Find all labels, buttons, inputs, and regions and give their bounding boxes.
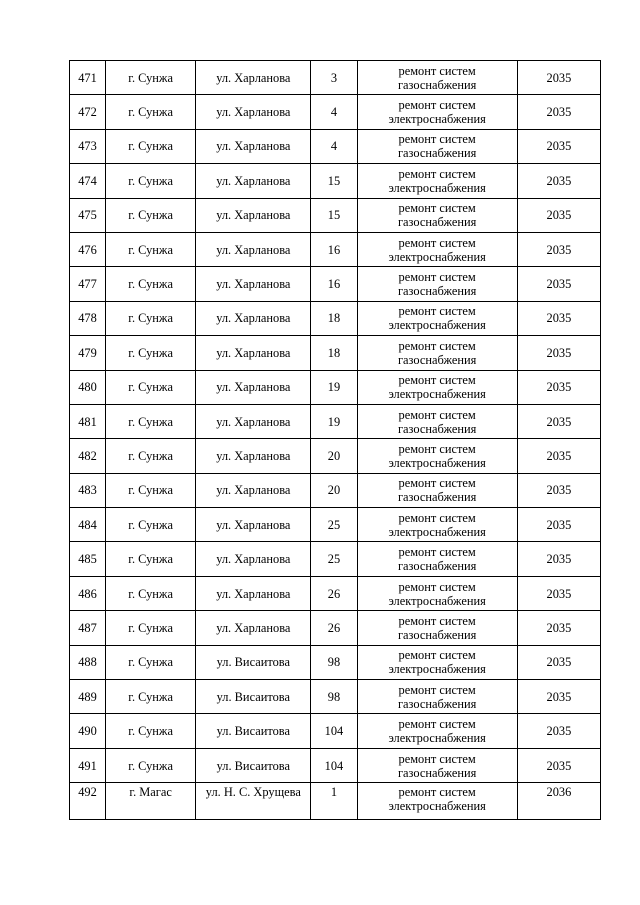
work-type-cell xyxy=(357,95,517,129)
year-cell: 2035 xyxy=(517,267,600,301)
city-cell: г. Сунжа xyxy=(106,645,196,679)
city-cell: г. Сунжа xyxy=(106,611,196,645)
work-type-cell xyxy=(357,439,517,473)
row-number: 482 xyxy=(70,439,106,473)
table-row xyxy=(70,748,601,782)
year-cell: 2035 xyxy=(517,748,600,782)
work-type-cell xyxy=(357,267,517,301)
street-cell: ул. Харланова xyxy=(196,164,311,198)
city-cell: г. Сунжа xyxy=(106,714,196,748)
work-type-line-2: электроснабжения xyxy=(388,593,486,608)
city-cell: г. Сунжа xyxy=(106,61,196,95)
row-number: 487 xyxy=(70,611,106,645)
work-type-cell xyxy=(357,404,517,438)
work-type-line-2: электроснабжения xyxy=(388,249,486,264)
work-type-cell xyxy=(357,611,517,645)
row-number: 473 xyxy=(70,129,106,163)
table-row xyxy=(70,576,601,610)
work-type-line-1: ремонт систем xyxy=(398,510,476,525)
work-type-line-1: ремонт систем xyxy=(398,682,476,697)
row-number: 483 xyxy=(70,473,106,507)
work-type-cell xyxy=(357,748,517,782)
row-number: 480 xyxy=(70,370,106,404)
table-row xyxy=(70,680,601,714)
work-type-line-1: ремонт систем xyxy=(398,785,476,800)
street-cell: ул. Висаитова xyxy=(196,680,311,714)
house-number-cell: 4 xyxy=(311,129,357,163)
table-row xyxy=(70,542,601,576)
work-type-line-1: ремонт систем xyxy=(398,579,476,594)
work-type-cell xyxy=(357,336,517,370)
city-cell: г. Сунжа xyxy=(106,198,196,232)
house-number-cell: 15 xyxy=(311,164,357,198)
city-cell: г. Сунжа xyxy=(106,370,196,404)
row-number: 475 xyxy=(70,198,106,232)
work-type-line-2: электроснабжения xyxy=(388,318,486,333)
row-number: 485 xyxy=(70,542,106,576)
row-number: 486 xyxy=(70,576,106,610)
house-number-cell: 26 xyxy=(311,611,357,645)
work-type-line-1: ремонт систем xyxy=(398,304,476,319)
row-number: 489 xyxy=(70,680,106,714)
house-number-cell: 98 xyxy=(311,645,357,679)
year-cell: 2035 xyxy=(517,370,600,404)
work-type-line-2: газоснабжения xyxy=(397,146,477,161)
work-type-cell xyxy=(357,680,517,714)
work-type-cell xyxy=(357,473,517,507)
work-type-line-1: ремонт систем xyxy=(398,751,476,766)
work-type-cell xyxy=(357,232,517,266)
table-row xyxy=(70,508,601,542)
work-type-cell xyxy=(357,542,517,576)
city-cell: г. Сунжа xyxy=(106,542,196,576)
year-cell: 2035 xyxy=(517,129,600,163)
row-number: 478 xyxy=(70,301,106,335)
work-type-line-1: ремонт систем xyxy=(398,63,476,78)
work-type-line-2: газоснабжения xyxy=(397,352,477,367)
house-number-cell: 25 xyxy=(311,542,357,576)
table-row xyxy=(70,370,601,404)
table-row xyxy=(70,645,601,679)
street-cell: ул. Харланова xyxy=(196,404,311,438)
work-type-cell xyxy=(357,301,517,335)
street-cell: ул. Харланова xyxy=(196,301,311,335)
work-type-cell xyxy=(357,783,517,819)
work-type-line-2: электроснабжения xyxy=(388,524,486,539)
street-cell: ул. Харланова xyxy=(196,129,311,163)
table-row xyxy=(70,232,601,266)
row-number: 477 xyxy=(70,267,106,301)
street-cell: ул. Харланова xyxy=(196,542,311,576)
year-cell: 2035 xyxy=(517,473,600,507)
year-cell: 2035 xyxy=(517,95,600,129)
table-row xyxy=(70,439,601,473)
row-number: 488 xyxy=(70,645,106,679)
house-number-cell: 20 xyxy=(311,439,357,473)
work-type-line-1: ремонт систем xyxy=(398,166,476,181)
work-type-line-1: ремонт систем xyxy=(398,407,476,422)
work-type-line-2: газоснабжения xyxy=(397,421,477,436)
work-type-cell xyxy=(357,576,517,610)
row-number: 471 xyxy=(70,61,106,95)
work-type-line-2: газоснабжения xyxy=(397,490,477,505)
work-type-cell xyxy=(357,164,517,198)
city-cell: г. Сунжа xyxy=(106,748,196,782)
city-cell: г. Сунжа xyxy=(106,508,196,542)
work-type-cell xyxy=(357,198,517,232)
work-type-line-1: ремонт систем xyxy=(398,201,476,216)
table-row xyxy=(70,336,601,370)
street-cell: ул. Харланова xyxy=(196,576,311,610)
table-row xyxy=(70,714,601,748)
work-type-line-2: электроснабжения xyxy=(388,799,486,814)
street-cell: ул. Н. С. Хрущева xyxy=(196,783,311,819)
street-cell: ул. Харланова xyxy=(196,473,311,507)
city-cell: г. Сунжа xyxy=(106,267,196,301)
work-type-line-2: электроснабжения xyxy=(388,731,486,746)
city-cell: г. Сунжа xyxy=(106,439,196,473)
year-cell: 2035 xyxy=(517,611,600,645)
work-type-line-1: ремонт систем xyxy=(398,132,476,147)
year-cell: 2035 xyxy=(517,508,600,542)
year-cell: 2035 xyxy=(517,645,600,679)
year-cell: 2035 xyxy=(517,714,600,748)
row-number: 481 xyxy=(70,404,106,438)
work-type-line-1: ремонт систем xyxy=(398,373,476,388)
year-cell: 2036 xyxy=(517,783,600,819)
work-type-line-2: газоснабжения xyxy=(397,696,477,711)
house-number-cell: 18 xyxy=(311,336,357,370)
house-number-cell: 19 xyxy=(311,404,357,438)
house-number-cell: 18 xyxy=(311,301,357,335)
city-cell: г. Сунжа xyxy=(106,301,196,335)
house-number-cell: 26 xyxy=(311,576,357,610)
row-number: 491 xyxy=(70,748,106,782)
city-cell: г. Сунжа xyxy=(106,680,196,714)
table-row xyxy=(70,61,601,95)
table-row xyxy=(70,198,601,232)
work-type-line-2: газоснабжения xyxy=(397,77,477,92)
table-row xyxy=(70,783,601,819)
house-number-cell: 20 xyxy=(311,473,357,507)
work-type-line-2: газоснабжения xyxy=(397,765,477,780)
house-number-cell: 4 xyxy=(311,95,357,129)
year-cell: 2035 xyxy=(517,680,600,714)
street-cell: ул. Харланова xyxy=(196,611,311,645)
work-type-line-2: газоснабжения xyxy=(397,215,477,230)
work-type-line-2: электроснабжения xyxy=(388,112,486,127)
street-cell: ул. Харланова xyxy=(196,370,311,404)
work-type-line-2: электроснабжения xyxy=(388,662,486,677)
work-type-cell xyxy=(357,370,517,404)
street-cell: ул. Харланова xyxy=(196,232,311,266)
work-type-cell xyxy=(357,714,517,748)
work-type-line-1: ремонт систем xyxy=(398,98,476,113)
city-cell: г. Сунжа xyxy=(106,336,196,370)
row-number: 490 xyxy=(70,714,106,748)
work-type-line-2: электроснабжения xyxy=(388,180,486,195)
work-type-line-1: ремонт систем xyxy=(398,648,476,663)
city-cell: г. Сунжа xyxy=(106,473,196,507)
work-type-line-2: электроснабжения xyxy=(388,387,486,402)
street-cell: ул. Харланова xyxy=(196,439,311,473)
street-cell: ул. Харланова xyxy=(196,267,311,301)
work-type-line-1: ремонт систем xyxy=(398,613,476,628)
city-cell: г. Сунжа xyxy=(106,404,196,438)
work-type-line-1: ремонт систем xyxy=(398,545,476,560)
row-number: 476 xyxy=(70,232,106,266)
street-cell: ул. Харланова xyxy=(196,95,311,129)
year-cell: 2035 xyxy=(517,576,600,610)
table-row xyxy=(70,473,601,507)
table-row xyxy=(70,95,601,129)
street-cell: ул. Харланова xyxy=(196,508,311,542)
work-type-cell xyxy=(357,645,517,679)
year-cell: 2035 xyxy=(517,198,600,232)
row-number: 484 xyxy=(70,508,106,542)
city-cell: г. Сунжа xyxy=(106,164,196,198)
table-row xyxy=(70,611,601,645)
repair-schedule-table xyxy=(69,60,601,820)
house-number-cell: 15 xyxy=(311,198,357,232)
work-type-line-1: ремонт систем xyxy=(398,338,476,353)
house-number-cell: 3 xyxy=(311,61,357,95)
house-number-cell: 25 xyxy=(311,508,357,542)
table-row xyxy=(70,164,601,198)
work-type-cell xyxy=(357,129,517,163)
year-cell: 2035 xyxy=(517,164,600,198)
work-type-line-2: газоснабжения xyxy=(397,627,477,642)
work-type-line-1: ремонт систем xyxy=(398,235,476,250)
table-row xyxy=(70,129,601,163)
row-number: 474 xyxy=(70,164,106,198)
work-type-cell xyxy=(357,508,517,542)
year-cell: 2035 xyxy=(517,542,600,576)
work-type-line-1: ремонт систем xyxy=(398,270,476,285)
house-number-cell: 104 xyxy=(311,748,357,782)
city-cell: г. Магас xyxy=(106,783,196,819)
city-cell: г. Сунжа xyxy=(106,95,196,129)
house-number-cell: 19 xyxy=(311,370,357,404)
table-row xyxy=(70,404,601,438)
year-cell: 2035 xyxy=(517,336,600,370)
house-number-cell: 16 xyxy=(311,267,357,301)
year-cell: 2035 xyxy=(517,61,600,95)
street-cell: ул. Харланова xyxy=(196,336,311,370)
city-cell: г. Сунжа xyxy=(106,129,196,163)
row-number: 472 xyxy=(70,95,106,129)
work-type-line-1: ремонт систем xyxy=(398,717,476,732)
row-number: 479 xyxy=(70,336,106,370)
table-row xyxy=(70,301,601,335)
work-type-line-2: газоснабжения xyxy=(397,559,477,574)
street-cell: ул. Харланова xyxy=(196,61,311,95)
house-number-cell: 98 xyxy=(311,680,357,714)
year-cell: 2035 xyxy=(517,439,600,473)
table-body xyxy=(70,61,601,820)
work-type-line-2: электроснабжения xyxy=(388,455,486,470)
house-number-cell: 16 xyxy=(311,232,357,266)
house-number-cell: 104 xyxy=(311,714,357,748)
work-type-line-1: ремонт систем xyxy=(398,476,476,491)
street-cell: ул. Висаитова xyxy=(196,714,311,748)
work-type-line-1: ремонт систем xyxy=(398,441,476,456)
row-number: 492 xyxy=(70,783,106,819)
table-row xyxy=(70,267,601,301)
year-cell: 2035 xyxy=(517,404,600,438)
street-cell: ул. Висаитова xyxy=(196,748,311,782)
city-cell: г. Сунжа xyxy=(106,232,196,266)
street-cell: ул. Харланова xyxy=(196,198,311,232)
city-cell: г. Сунжа xyxy=(106,576,196,610)
work-type-cell xyxy=(357,61,517,95)
year-cell: 2035 xyxy=(517,301,600,335)
house-number-cell: 1 xyxy=(311,783,357,819)
work-type-line-2: газоснабжения xyxy=(397,284,477,299)
street-cell: ул. Висаитова xyxy=(196,645,311,679)
year-cell: 2035 xyxy=(517,232,600,266)
